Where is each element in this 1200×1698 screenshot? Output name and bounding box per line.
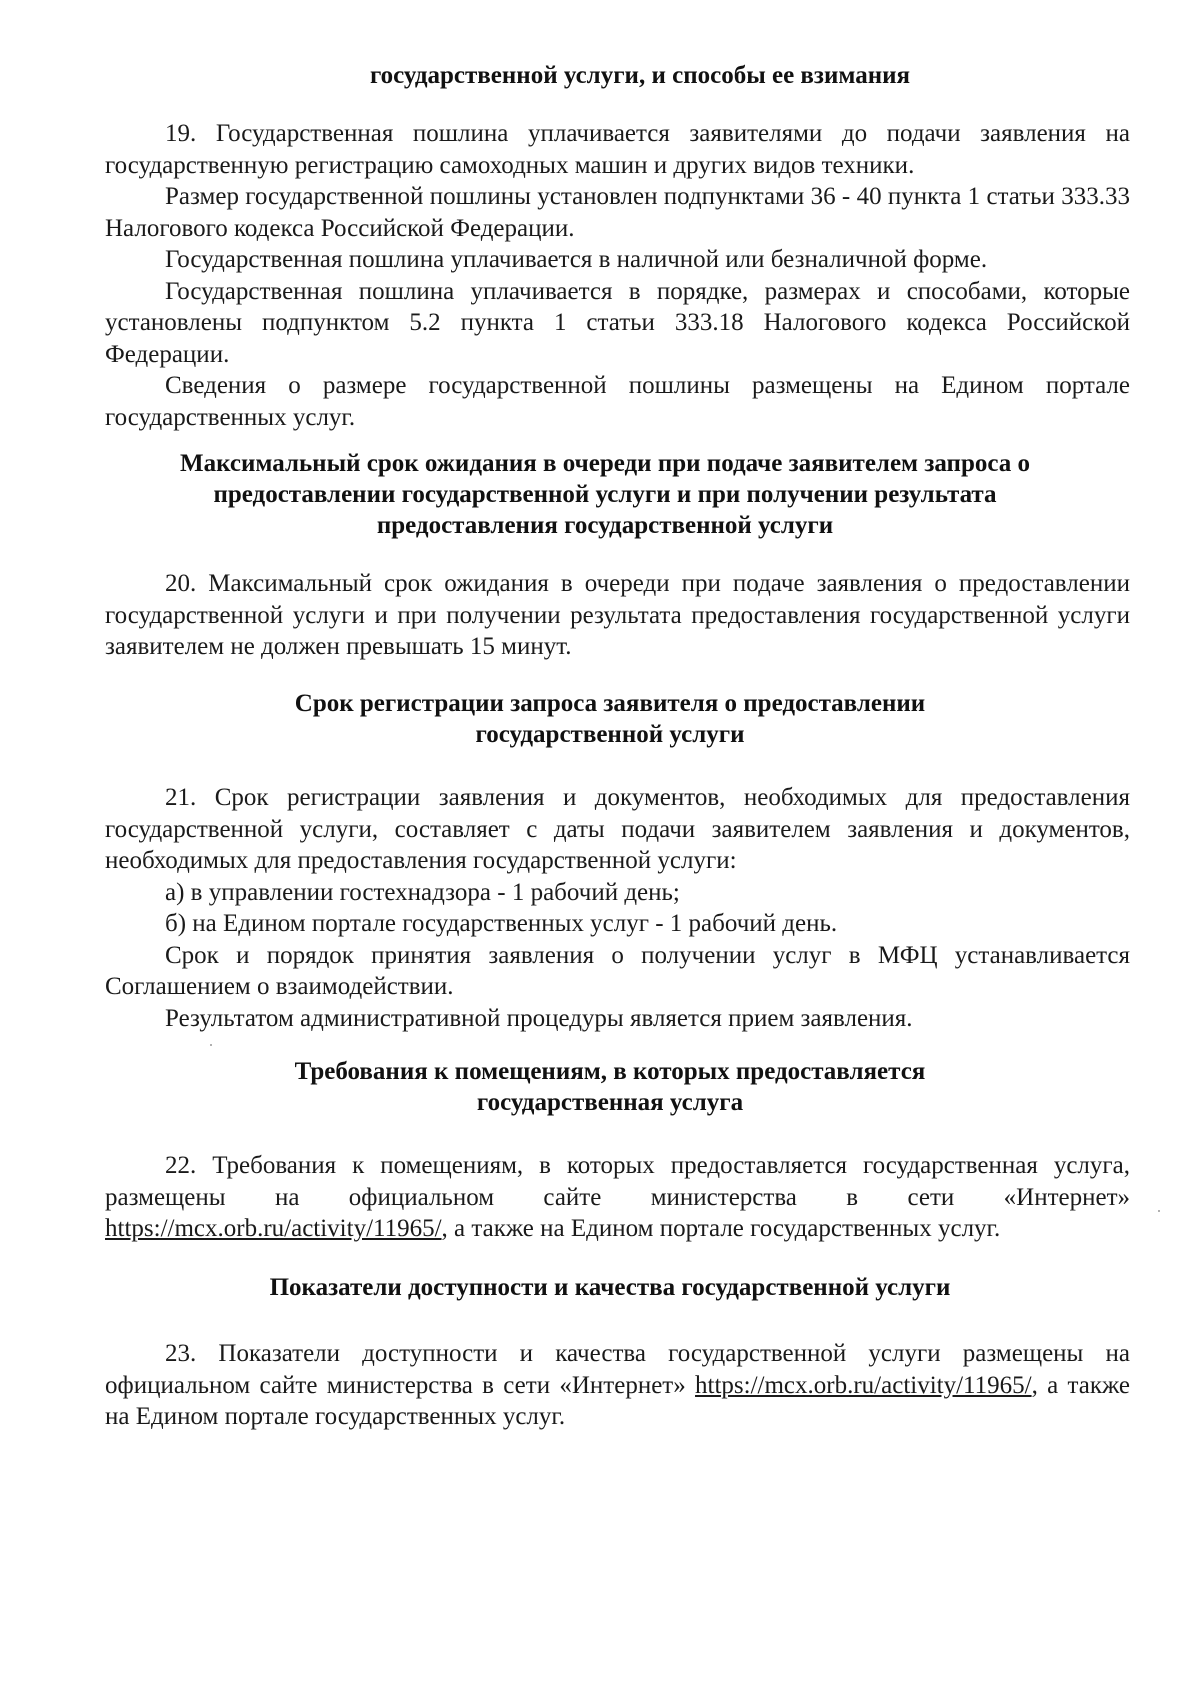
section-19-heading: государственной услуги, и способы ее взимания [369, 62, 911, 89]
section-23-body [105, 1338, 1130, 1433]
section-22-heading: Требования к помещениям, в которых предоставляется государственная услуга [294, 1058, 926, 1116]
paragraph-19-2: Размер государственной пошлины установлен подпунктами 36 - 40 пункта 1 статьи 333.33 Налогового кодекса Российской Федерации. [105, 183, 1130, 242]
paragraph-21-5: Результатом административной процедуры является прием заявления. [165, 1004, 913, 1032]
section-21-body [105, 782, 1130, 1034]
paragraph-23-text: 23. Показатели доступности и качества государственной услуги размещены на официальном сайте министерства в сети «Интернет» [105, 1340, 1130, 1399]
section-19-body [105, 118, 1130, 433]
section-23-heading: Показатели доступности и качества государственной услуги [269, 1274, 951, 1301]
paragraph-21-2: а) в управлении гостехнадзора - 1 рабочий день; [165, 878, 680, 906]
paragraph-23-tail: , а также на Едином портале государственных услуг. [105, 1371, 1131, 1430]
paragraph-22-text: 22. Требования к помещениям, в которых предоставляется государственная услуга, размещены на официальном сайте министерства в сети «Интернет» [105, 1152, 1130, 1211]
paragraph-20: 20. Максимальный срок ожидания в очереди при подаче заявления о предоставлении государственной услуги и при получении результата предоставления государственной услуги заявителем не должен превышать 15 минут. [105, 570, 1130, 660]
section-22-body [105, 1150, 1130, 1245]
ministry-activity-link-2[interactable]: https://mcx.orb.ru/activity/11965/ [695, 1371, 1032, 1399]
paragraph-21-1: 21. Срок регистрации заявления и документов, необходимых для предоставления государственной услуги, составляет с даты подачи заявителем заявления и документов, необходимых для предоставления государственной услуги: [105, 784, 1130, 874]
paragraph-19-4: Государственная пошлина уплачивается в порядке, размерах и способами, которые установлены подпунктом 5.2 пункта 1 статьи 333.18 Налогового кодекса Российской Федерации. [105, 277, 1130, 368]
scan-speck [1158, 1210, 1160, 1212]
paragraph-19-5: Сведения о размере государственной пошлины размещены на Едином портале государственных услуг. [105, 372, 1130, 431]
ministry-activity-link[interactable]: https://mcx.orb.ru/activity/11965/ [105, 1215, 442, 1242]
section-20-heading: Максимальный срок ожидания в очереди при подаче заявителем запроса о предоставлении государственной услуги и при получении результата предоставления государственной услуги [179, 450, 1030, 539]
scan-speck [210, 1044, 212, 1046]
paragraph-22 [105, 1150, 1130, 1245]
paragraph-21-4: Срок и порядок принятия заявления о получении услуг в МФЦ устанавливается Соглашением о взаимодействии. [105, 941, 1130, 1000]
section-21-heading: Срок регистрации запроса заявителя о предоставлении государственной услуги [294, 690, 926, 748]
paragraph-23 [105, 1338, 1130, 1433]
section-20-body [105, 568, 1130, 663]
paragraph-22-tail: , а также на Едином портале государственных услуг. [441, 1215, 1001, 1242]
paragraph-19-3: Государственная пошлина уплачивается в наличной или безналичной форме. [165, 246, 988, 273]
paragraph-19-1: 19. Государственная пошлина уплачивается заявителями до подачи заявления на государственную регистрацию самоходных машин и других видов техники. [105, 120, 1130, 179]
paragraph-21-3: б) на Едином портале государственных услуг - 1 рабочий день. [165, 910, 838, 937]
